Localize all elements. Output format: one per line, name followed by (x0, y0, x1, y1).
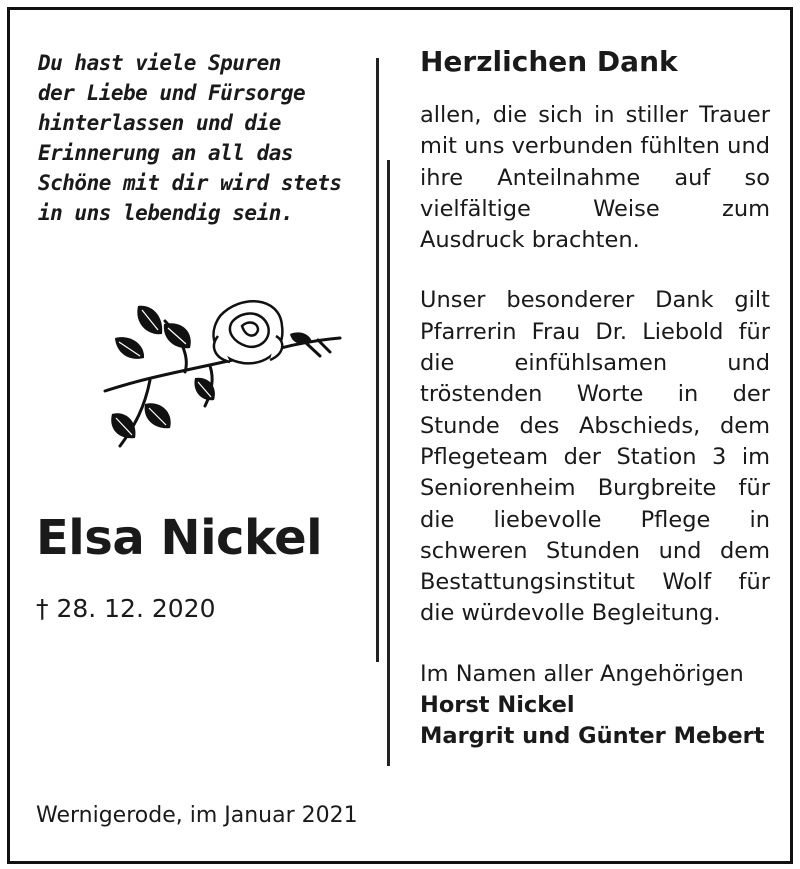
obituary-frame (7, 7, 793, 864)
closing-line: Im Namen aller Angehörigen (420, 660, 744, 687)
memorial-quote: Du hast viele Spuren der Liebe und Fürsorge hinterlassen und die Erinnerung an all das Schöne mit dir wird stets in uns lebendig sein. (38, 51, 342, 225)
rose-icon (90, 296, 350, 461)
signer-name: Horst Nickel (420, 692, 575, 719)
thanks-paragraph-2: Unser besonderer Dank gilt Pfarrerin Frau Dr. Liebold für die einfühlsamen und tröstenden Worte in der Stunde des Abschieds, dem Pflegeteam der Station 3 im Seniorenheim Burgbreite für die liebevolle Pflege in schweren Stunden und dem Bestattungsinstitut Wolf für die würdevolle Begleitung. (420, 287, 770, 627)
signature-block (420, 659, 770, 753)
divider-line-upper (376, 58, 379, 662)
thanks-section (420, 42, 770, 753)
signer-name: Margrit und Günter Mebert (420, 723, 765, 750)
thanks-heading: Herzlichen Dank (420, 45, 678, 78)
death-date: † 28. 12. 2020 (36, 594, 216, 623)
divider-line-lower (387, 160, 390, 766)
thanks-paragraph-1: allen, die sich in stiller Trauer mit uns verbunden fühlten und ihre Anteilnahme auf so vielfältige Weise zum Ausdruck brachten. (420, 102, 770, 254)
place-and-date: Wernigerode, im Januar 2021 (36, 803, 358, 828)
deceased-name: Elsa Nickel (36, 510, 323, 566)
